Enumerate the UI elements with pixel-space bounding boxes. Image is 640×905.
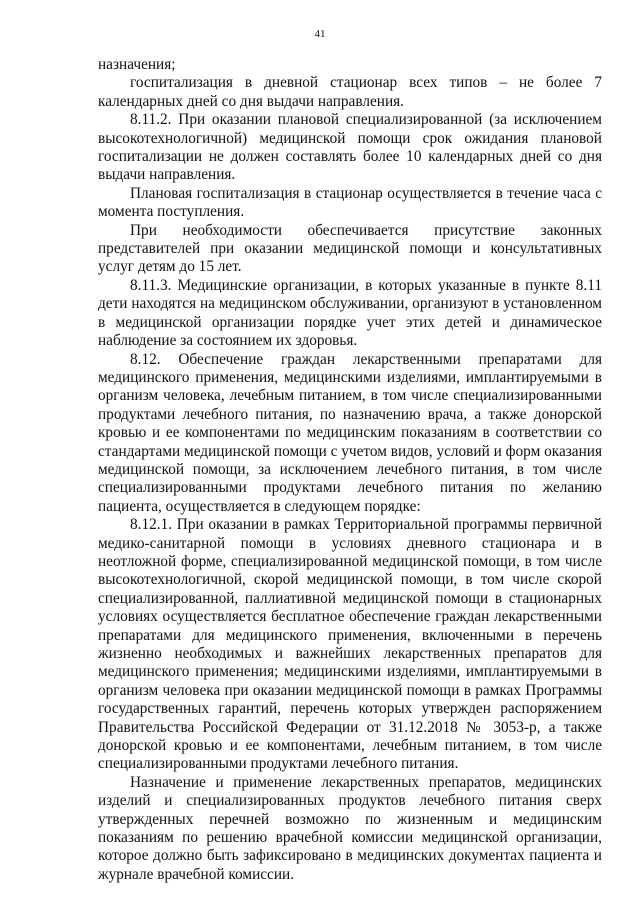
paragraph-3: 8.11.2. При оказании плановой специализированной (за исключением высокотехнологичной) медицинской помощи срок ожидания плановой госпитализации не должен составлять более 10 календарных дней со дня выдачи направления. bbox=[98, 111, 602, 184]
paragraph-4: Плановая госпитализация в стационар осуществляется в течение часа с момента поступления. bbox=[98, 184, 602, 221]
paragraph-5: При необходимости обеспечивается присутствие законных представителей при оказании медицинской помощи и консультативных услуг детям до 15 лет. bbox=[98, 221, 602, 276]
paragraph-2: госпитализация в дневной стационар всех типов – не более 7 календарных дней со дня выдачи направления. bbox=[98, 74, 602, 110]
paragraph-8: 8.12.1. При оказании в рамках Территориальной программы первичной медико-санитарной помощи в условиях дневного стационара и в неотложной форме, специализированной медицинской помощи, в том числе высокотехнологичной, скорой медицинской помощи, в том числе скорой специализированной, паллиативной медицинской помощи в стационарных условиях осуществляется бесплатное обеспечение граждан лекарственными препаратами для медицинского применения, включенными в перечень жизненно необходимых и важнейших лекарственных препаратов для медицинского применения; медицинскими изделиями, имплантируемыми в организм человека при оказании медицинской помощи в рамках Программы государственных гарантий, перечень которых утвержден распоряжением Правительства Российской Федерации от 31.12.2018 № 3053-р, а также донорской кровью и ее компонентами, лечебным питанием, в том числе специализированными продуктами лечебного питания. bbox=[98, 516, 602, 773]
body-text bbox=[98, 56, 602, 884]
paragraph-6: 8.11.3. Медицинские организации, в которых указанные в пункте 8.11 дети находятся на медицинском обслуживании, организуют в установленном в медицинской организации порядке учет этих детей и динамическое наблюдение за состоянием их здоровья. bbox=[98, 276, 602, 350]
paragraph-7: 8.12. Обеспечение граждан лекарственными препаратами для медицинского применения, медицинскими изделиями, имплантируемыми в организм человека, лечебным питанием, в том числе специализированными продуктами лечебного питания, по назначению врача, а также донорской кровью и ее компонентами по медицинским показаниям в соответствии со стандартами медицинской помощи с учетом видов, условий и форм оказания медицинской помощи, за исключением лечебного питания, в том числе специализированными продуктами лечебного питания по желанию пациента, осуществляется в следующем порядке: bbox=[98, 350, 602, 515]
page-number: 41 bbox=[314, 28, 326, 40]
paragraph-9: Назначение и применение лекарственных препаратов, медицинских изделий и специализированных продуктов лечебного питания сверх утвержденных перечней возможно по жизненным и медицинским показаниям по решению врачебной комиссии медицинской организации, которое должно быть зафиксировано в медицинских документах пациента и журнале врачебной комиссии. bbox=[98, 773, 602, 883]
paragraph-1: назначения; bbox=[98, 56, 176, 73]
